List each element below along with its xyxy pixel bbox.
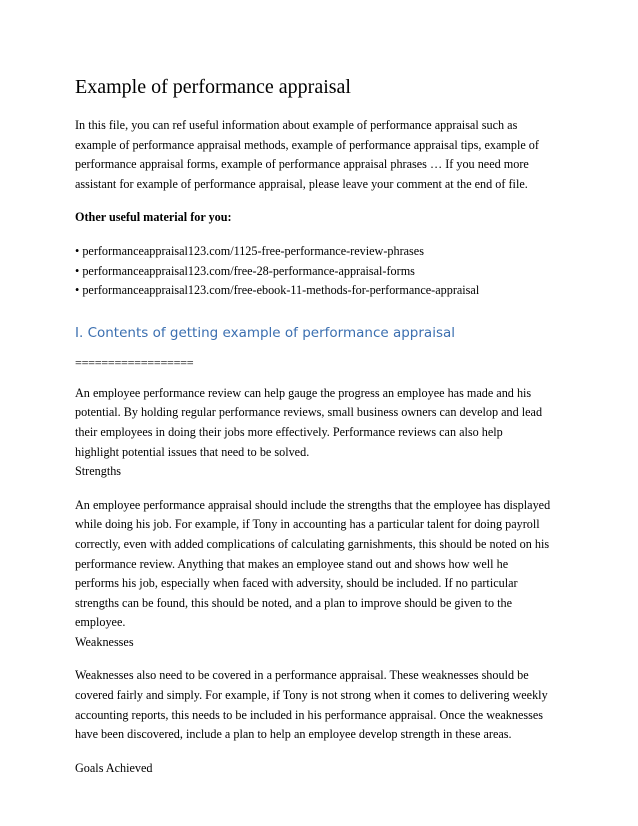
spacer bbox=[75, 652, 575, 666]
spacer bbox=[75, 343, 575, 354]
spacer bbox=[75, 372, 575, 384]
goals-achieved-label: Goals Achieved bbox=[75, 760, 153, 775]
spacer bbox=[75, 301, 575, 323]
paragraph-line: potential. By holding regular performance reviews, small business owners can develop and lead bbox=[75, 405, 543, 420]
paragraph-line: An employee performance appraisal should include the strengths that the employee has displayed bbox=[75, 497, 551, 512]
spacer bbox=[75, 194, 575, 208]
spacer bbox=[75, 745, 575, 759]
useful-material-heading: Other useful material for you: bbox=[75, 210, 232, 225]
paragraph-line: correctly, even with added complications of calculating garnishments, this should be noted on his bbox=[75, 536, 550, 551]
intro-line: In this file, you can ref useful information about example of performance appraisal such as bbox=[75, 118, 518, 132]
paragraph-line: performance review. Anything that makes an employee stand out and shows how well he bbox=[75, 556, 509, 571]
useful-links-list bbox=[75, 242, 575, 301]
document-title: Example of performance appraisal bbox=[75, 76, 351, 98]
section-heading: I. Contents of getting example of performance appraisal bbox=[75, 324, 456, 341]
paragraph-line: while doing his job. For example, if Tony in accounting has a particular talent for doing payroll bbox=[75, 517, 540, 532]
strengths-label: Strengths bbox=[75, 464, 122, 479]
paragraph-line: accounting reports, this needs to be included in his performance appraisal. Once the weaknesses bbox=[75, 707, 544, 722]
useful-link[interactable]: • performanceappraisal123.com/1125-free-performance-review-phrases bbox=[75, 243, 424, 258]
strengths-paragraph bbox=[75, 496, 575, 653]
paragraph-line: performs his job, especially when faced with adversity, should be included. If no particular bbox=[75, 576, 518, 591]
review-paragraph bbox=[75, 384, 575, 482]
intro-paragraph bbox=[75, 116, 575, 194]
paragraph-line: employee. bbox=[75, 615, 126, 630]
useful-link[interactable]: • performanceappraisal123.com/free-ebook-11-methods-for-performance-appraisal bbox=[75, 283, 480, 298]
weaknesses-paragraph bbox=[75, 666, 575, 744]
spacer bbox=[75, 228, 575, 242]
intro-line: performance appraisal forms, example of performance appraisal phrases … If you need more bbox=[75, 157, 529, 172]
paragraph-line: highlight potential issues that need to be solved. bbox=[75, 444, 310, 459]
spacer bbox=[75, 482, 575, 496]
paragraph-line: strengths can be found, this should be noted, and a plan to improve should be given to the bbox=[75, 595, 512, 610]
paragraph-line: covered fairly and simply. For example, if Tony is not strong when it comes to delivering weekly bbox=[75, 688, 548, 703]
paragraph-line: their employees in doing their jobs more effectively. Performance reviews can also help bbox=[75, 424, 503, 439]
weaknesses-label: Weaknesses bbox=[75, 634, 134, 649]
paragraph-line: An employee performance review can help gauge the progress an employee has made and his bbox=[75, 385, 532, 400]
useful-link[interactable]: • performanceappraisal123.com/free-28-performance-appraisal-forms bbox=[75, 263, 415, 278]
paragraph-line: Weaknesses also need to be covered in a performance appraisal. These weaknesses should be bbox=[75, 668, 529, 683]
intro-line: assistant for example of performance appraisal, please leave your comment at the end of file. bbox=[75, 176, 528, 191]
paragraph-line: have been discovered, include a plan to help an employee develop strength in these areas. bbox=[75, 727, 512, 742]
document-content bbox=[75, 74, 575, 778]
intro-line: example of performance appraisal methods, example of performance appraisal tips, example of bbox=[75, 137, 539, 152]
section-divider: ================== bbox=[75, 355, 194, 370]
